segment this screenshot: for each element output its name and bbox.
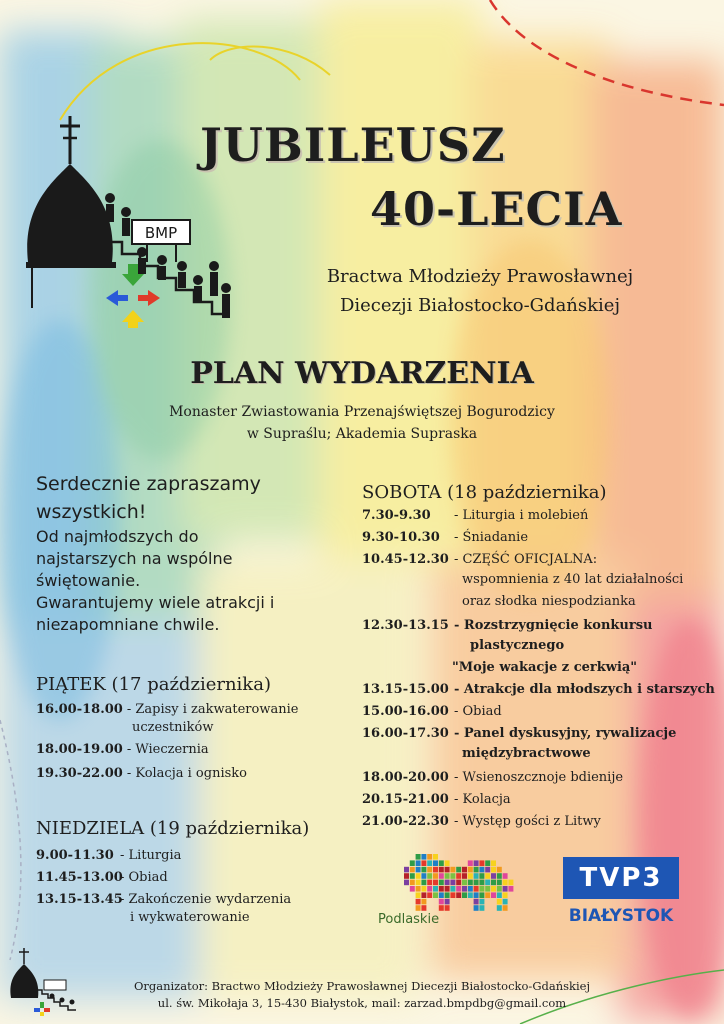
mosaic-tile	[456, 880, 461, 886]
mosaic-tile	[485, 873, 490, 879]
mosaic-tile	[439, 867, 444, 873]
tvp-city-label: BIAŁYSTOK	[568, 906, 674, 926]
schedule-desc: oraz słodka niespodzianka	[462, 594, 636, 609]
mosaic-tile	[479, 860, 484, 866]
schedule-desc: "Moje wakacje z cerkwią"	[452, 660, 638, 675]
mosaic-tile	[404, 880, 409, 886]
schedule-desc: uczestników	[132, 720, 214, 735]
mosaic-tile	[479, 873, 484, 879]
mosaic-tile	[450, 873, 455, 879]
podlaskie-bison-logo	[404, 854, 516, 914]
mosaic-tile	[439, 905, 444, 911]
mosaic-tile	[468, 886, 473, 892]
schedule-desc: - Kolacja i ognisko	[126, 766, 247, 781]
schedule-row	[362, 552, 597, 567]
schedule-row	[36, 702, 298, 717]
mosaic-tile	[450, 892, 455, 898]
mosaic-tile	[479, 886, 484, 892]
mosaic-tile	[479, 892, 484, 898]
title-40-lecia: 40-LECIA	[370, 182, 623, 236]
invite-line: najstarszych na wspólne	[36, 549, 233, 568]
mosaic-tile	[416, 854, 421, 860]
schedule-desc: - Atrakcje dla młodszych i starszych	[454, 682, 715, 697]
invite-line: niezapomniane chwile.	[36, 615, 220, 634]
mosaic-tile	[439, 892, 444, 898]
mosaic-tile	[462, 873, 467, 879]
mosaic-tile	[433, 867, 438, 873]
mosaic-tile	[427, 873, 432, 879]
mosaic-tile	[416, 899, 421, 905]
schedule-desc: plastycznego	[470, 638, 565, 653]
schedule-desc-cont	[462, 746, 591, 761]
mosaic-tile	[462, 867, 467, 873]
mosaic-tile	[485, 880, 490, 886]
schedule-desc: - Liturgia	[120, 848, 182, 863]
mosaic-tile	[416, 905, 421, 911]
mosaic-tile	[421, 905, 426, 911]
schedule-desc: - Zapisy i zakwaterowanie	[126, 702, 299, 717]
schedule-desc-cont	[130, 910, 250, 925]
mosaic-tile	[433, 886, 438, 892]
schedule-row	[362, 814, 601, 829]
mosaic-tile	[485, 892, 490, 898]
mosaic-tile	[479, 867, 484, 873]
mosaic-tile	[445, 899, 450, 905]
schedule-desc: - Panel dyskusyjny, rywalizacje	[454, 726, 677, 741]
schedule-desc: - Liturgia i molebień	[454, 508, 589, 523]
mosaic-tile	[491, 867, 496, 873]
mosaic-tile	[503, 880, 508, 886]
tvp3-logo	[563, 857, 679, 899]
schedule-time: 9.00-11.30	[36, 848, 114, 863]
mosaic-tile	[508, 880, 513, 886]
plan-title: PLAN WYDARZENIA	[190, 356, 534, 391]
mosaic-tile	[485, 886, 490, 892]
mosaic-tile	[497, 873, 502, 879]
mosaic-tile	[445, 892, 450, 898]
mosaic-tile	[503, 873, 508, 879]
sunday-title: NIEDZIELA (19 października)	[36, 818, 310, 839]
schedule-desc-cont	[462, 572, 683, 587]
mosaic-tile	[410, 880, 415, 886]
schedule-desc-cont	[452, 660, 637, 675]
schedule-row	[362, 508, 588, 523]
mosaic-tile	[410, 886, 415, 892]
mosaic-tile	[474, 860, 479, 866]
bmp-sign-text: BMP	[144, 224, 178, 242]
mosaic-tile	[479, 899, 484, 905]
schedule-desc: - CZĘŚĆ OFICJALNA:	[454, 552, 598, 567]
mosaic-tile	[474, 873, 479, 879]
footer-organizer: Organizator: Bractwo Młodzieży Prawosławnej Diecezji Białostocko-Gdańskiej	[133, 979, 591, 993]
mosaic-tile	[450, 867, 455, 873]
mosaic-tile	[433, 873, 438, 879]
schedule-time: 18.00-19.00	[36, 742, 123, 757]
mosaic-tile	[468, 860, 473, 866]
footer-address: ul. św. Mikołaja 3, 15-430 Białystok, mail: zarzad.bmpdbg@gmail.com	[157, 996, 567, 1010]
mosaic-tile	[474, 886, 479, 892]
mosaic-tile	[421, 854, 426, 860]
mosaic-tile	[439, 899, 444, 905]
mosaic-tile	[439, 880, 444, 886]
mosaic-tile	[445, 860, 450, 866]
mosaic-tile	[462, 892, 467, 898]
mosaic-tile	[456, 873, 461, 879]
schedule-desc: i wykwaterowanie	[130, 910, 250, 925]
schedule-desc-cont	[462, 594, 636, 609]
schedule-time: 13.15-15.00	[362, 682, 449, 697]
mosaic-tile	[450, 886, 455, 892]
mosaic-tile	[427, 867, 432, 873]
mosaic-tile	[445, 880, 450, 886]
mosaic-tile	[450, 880, 455, 886]
mosaic-tile	[491, 880, 496, 886]
mosaic-tile	[439, 873, 444, 879]
mosaic-tile	[445, 886, 450, 892]
invite-line: świętowanie.	[36, 571, 141, 590]
subtitle-line1: Bractwa Młodzieży Prawosławnej	[326, 266, 634, 287]
mosaic-tile	[421, 867, 426, 873]
schedule-time: 10.45-12.30	[362, 552, 449, 567]
mosaic-tile	[497, 899, 502, 905]
schedule-desc: - Wsienoszcznoje bdienije	[454, 770, 624, 785]
schedule-desc: - Zakończenie wydarzenia	[120, 892, 292, 907]
mosaic-tile	[497, 867, 502, 873]
schedule-desc: wspomnienia z 40 lat działalności	[462, 572, 684, 587]
schedule-desc: - Wieczernia	[126, 742, 209, 757]
mosaic-tile	[479, 905, 484, 911]
mosaic-tile	[456, 867, 461, 873]
mosaic-tile	[421, 886, 426, 892]
schedule-time: 12.30-13.15	[362, 618, 449, 633]
schedule-desc: - Obiad	[120, 870, 168, 885]
mosaic-tile	[410, 867, 415, 873]
mosaic-tile	[427, 860, 432, 866]
mosaic-tile	[468, 880, 473, 886]
mosaic-tile	[416, 886, 421, 892]
invite-heading-line1: Serdecznie zapraszamy	[36, 473, 261, 495]
mosaic-tile	[427, 880, 432, 886]
invite-heading-line2: wszystkich!	[36, 501, 147, 523]
friday-title: PIĄTEK (17 października)	[36, 674, 271, 695]
saturday-title: SOBOTA (18 października)	[362, 482, 607, 503]
mosaic-tile	[503, 899, 508, 905]
mosaic-tile	[439, 886, 444, 892]
mosaic-tile	[427, 886, 432, 892]
mosaic-tile	[433, 892, 438, 898]
schedule-row	[36, 870, 168, 885]
venue-line2: w Supraślu; Akademia Supraska	[246, 426, 478, 442]
mosaic-tile	[468, 867, 473, 873]
schedule-time: 18.00-20.00	[362, 770, 449, 785]
schedule-desc-cont	[132, 720, 213, 735]
schedule-row	[362, 770, 623, 785]
mosaic-tile	[497, 886, 502, 892]
schedule-desc: - Kolacja	[454, 792, 511, 807]
schedule-row	[362, 618, 653, 633]
schedule-time: 21.00-22.30	[362, 814, 449, 829]
schedule-time: 20.15-21.00	[362, 792, 449, 807]
schedule-time: 16.00-18.00	[36, 702, 123, 717]
mosaic-tile	[474, 892, 479, 898]
mosaic-tile	[474, 899, 479, 905]
mosaic-tile	[468, 873, 473, 879]
mosaic-tile	[421, 899, 426, 905]
mosaic-tile	[416, 873, 421, 879]
schedule-row	[362, 704, 502, 719]
mosaic-tile	[416, 860, 421, 866]
schedule-row	[36, 892, 291, 907]
schedule-row	[36, 848, 181, 863]
mosaic-tile	[479, 880, 484, 886]
title-jubileusz: JUBILEUSZ	[200, 118, 506, 172]
mosaic-tile	[433, 860, 438, 866]
mosaic-tile	[485, 867, 490, 873]
mosaic-tile	[491, 873, 496, 879]
schedule-row	[362, 726, 676, 741]
mosaic-tile	[462, 880, 467, 886]
mosaic-tile	[456, 892, 461, 898]
mosaic-tile	[474, 880, 479, 886]
mosaic-tile	[456, 886, 461, 892]
mosaic-tile	[491, 860, 496, 866]
mosaic-tile	[427, 854, 432, 860]
mosaic-tile	[497, 892, 502, 898]
mosaic-tile	[485, 860, 490, 866]
mosaic-tile	[497, 880, 502, 886]
schedule-desc: - Obiad	[454, 704, 502, 719]
mosaic-tile	[421, 880, 426, 886]
subtitle-line2: Diecezji Białostocko-Gdańskiej	[339, 295, 621, 316]
mosaic-tile	[445, 867, 450, 873]
tvp3-logo-text: TVP3	[579, 863, 663, 893]
mosaic-tile	[474, 867, 479, 873]
invitation-block	[36, 470, 336, 636]
schedule-row	[36, 766, 247, 781]
schedule-time: 19.30-22.00	[36, 766, 123, 781]
mosaic-tile	[416, 892, 421, 898]
mosaic-tile	[503, 892, 508, 898]
schedule-time: 16.00-17.30	[362, 726, 449, 741]
mosaic-tile	[445, 905, 450, 911]
schedule-time: 13.15-13.45	[36, 892, 123, 907]
mosaic-tile	[404, 867, 409, 873]
mosaic-tile	[427, 892, 432, 898]
schedule-row	[36, 742, 209, 757]
schedule-desc: - Rozstrzygnięcie konkursu	[454, 618, 653, 633]
podlaskie-label: Podlaskie	[378, 912, 440, 927]
mosaic-tile	[416, 880, 421, 886]
mosaic-tile	[410, 860, 415, 866]
mosaic-tile	[468, 892, 473, 898]
schedule-row	[362, 792, 511, 807]
mosaic-tile	[421, 860, 426, 866]
schedule-desc: międzybractwowe	[462, 746, 591, 761]
mosaic-tile	[497, 905, 502, 911]
schedule-desc-cont	[470, 638, 564, 653]
venue-line1: Monaster Zwiastowania Przenajświętszej Bogurodzicy	[169, 404, 555, 420]
schedule-time: 9.30-10.30	[362, 530, 440, 545]
mosaic-tile	[439, 860, 444, 866]
mosaic-tile	[421, 873, 426, 879]
schedule-row	[362, 682, 715, 697]
mosaic-tile	[404, 873, 409, 879]
invite-line: Gwarantujemy wiele atrakcji i	[36, 593, 275, 612]
mosaic-tile	[433, 880, 438, 886]
mosaic-tile	[491, 892, 496, 898]
mosaic-tile	[508, 886, 513, 892]
schedule-time: 15.00-16.00	[362, 704, 449, 719]
mosaic-tile	[503, 886, 508, 892]
mosaic-tile	[416, 867, 421, 873]
mosaic-tile	[503, 905, 508, 911]
mosaic-tile	[491, 886, 496, 892]
schedule-time: 11.45-13.00	[36, 870, 123, 885]
schedule-time: 7.30-9.30	[362, 508, 431, 523]
mosaic-tile	[433, 854, 438, 860]
schedule-desc: - Śniadanie	[454, 530, 529, 545]
invite-line: Od najmłodszych do	[36, 527, 199, 546]
mosaic-tile	[474, 905, 479, 911]
footer	[0, 978, 724, 1012]
mosaic-tile	[462, 886, 467, 892]
mosaic-tile	[421, 892, 426, 898]
schedule-row	[362, 530, 528, 545]
schedule-desc: - Występ gości z Litwy	[454, 814, 601, 829]
mosaic-tile	[445, 873, 450, 879]
mosaic-tile	[410, 873, 415, 879]
